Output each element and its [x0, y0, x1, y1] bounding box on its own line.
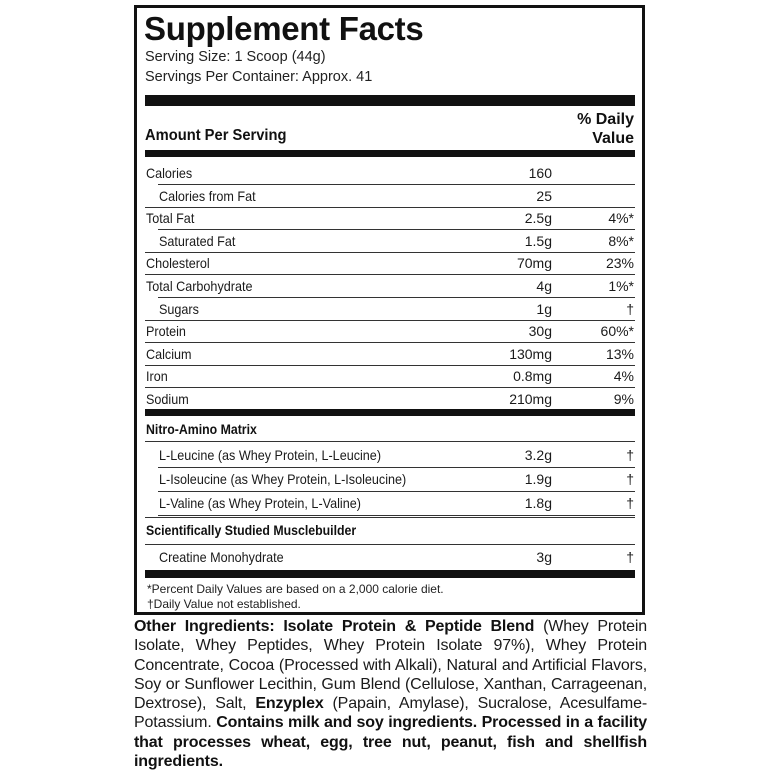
nutrient-row-3-label: Saturated Fat: [159, 233, 236, 249]
nitro-item-0-amount: 3.2g: [524, 447, 552, 463]
musclebuilder-item-0-label: Creatine Monohydrate: [159, 549, 284, 565]
percent-daily-value-footnote: *Percent Daily Values are based on a 2,000 calorie diet.: [147, 582, 444, 596]
nutrient-row-7-amount: 30g: [528, 323, 552, 339]
servings-per-container: Servings Per Container: Approx. 41: [145, 69, 373, 85]
amount-per-serving-header: Amount Per Serving: [145, 127, 287, 144]
thick-rule-top: [145, 95, 635, 106]
nitro-amino-heading: Nitro-Amino Matrix: [146, 421, 257, 437]
nutrient-divider-8: [145, 365, 635, 366]
nitro-item-1-daily-value: †: [626, 471, 634, 487]
nutrient-row-10-amount: 210mg: [509, 391, 552, 407]
nutrient-divider-7: [145, 342, 635, 343]
nutrient-row-6-label: Sugars: [159, 301, 199, 317]
nutrient-row-6-amount: 1g: [536, 301, 552, 317]
nitro-item-divider-2: [158, 515, 635, 516]
daily-value-not-established-footnote: †Daily Value not established.: [147, 597, 301, 611]
nutrient-row-0-amount: 160: [528, 165, 552, 181]
nitro-item-0-label: L-Leucine (as Whey Protein, L-Leucine): [159, 447, 382, 463]
nutrient-row-3-amount: 1.5g: [524, 233, 552, 249]
nutrient-row-4-label: Cholesterol: [146, 255, 210, 271]
nutrient-row-3-daily-value: 8%*: [608, 233, 634, 249]
enzyme-blend-name: Enzyplex: [255, 695, 324, 713]
nitro-item-1-label: L-Isoleucine (as Whey Protein, L-Isoleucine): [159, 471, 407, 487]
ingredients-text-2: (Papain, Amylase), Sucralose, Acesulfame-Potassium.: [134, 695, 648, 732]
nutrient-row-0-label: Calories: [146, 165, 193, 181]
panel-title: Supplement Facts: [144, 10, 424, 47]
nutrient-row-1-amount: 25: [536, 188, 552, 204]
nutrient-row-2-daily-value: 4%*: [608, 210, 634, 226]
nutrient-divider-2: [158, 229, 635, 230]
nutrient-divider-3: [145, 252, 635, 253]
nutrient-row-4-daily-value: 23%: [605, 255, 634, 271]
nutrient-row-2-label: Total Fat: [146, 210, 195, 226]
nitro-item-1-amount: 1.9g: [524, 471, 552, 487]
allergen-statement: Contains milk and soy ingredients. Processed in a facility that processes wheat, egg, tree nut, peanut, fish and shellfish ingredients.: [134, 714, 648, 771]
nitro-item-divider-1: [158, 491, 635, 492]
nutrient-row-2-amount: 2.5g: [524, 210, 552, 226]
musclebuilder-heading: Scientifically Studied Musclebuilder: [146, 522, 357, 538]
nutrient-divider-1: [145, 207, 635, 208]
nutrient-row-8-amount: 130mg: [509, 346, 552, 362]
musclebuilder-item-0-daily-value: †: [626, 549, 634, 565]
nitro-item-divider-0: [158, 467, 635, 468]
nutrient-row-9-amount: 0.8mg: [513, 368, 552, 384]
nutrient-row-10-daily-value: 9%: [613, 391, 634, 407]
nutrient-row-5-amount: 4g: [536, 278, 552, 294]
daily-value-header: [540, 110, 634, 148]
nutrient-divider-4: [145, 274, 635, 275]
ingredients-text-1: (Whey Protein Isolate, Whey Peptides, Whey Protein Isolate 97%), Whey Protein Concentrate, Cocoa (Processed with Alkali), Natural and Artificial Flavors, Soy or Sunflower Lecithin, Gum Blend (Cellulose, Xanthan, Carrageenan, Dextrose), Salt,: [134, 618, 648, 713]
nitro-heading-divider: [145, 441, 635, 442]
nutrient-row-4-amount: 70mg: [516, 255, 552, 271]
nutrient-row-7-daily-value: 60%*: [600, 323, 634, 339]
ingredients-label: Other Ingredients:: [134, 618, 275, 635]
medium-rule-header: [145, 150, 635, 157]
daily-value-header-line2: Value: [592, 130, 634, 147]
nutrient-row-10-label: Sodium: [146, 391, 189, 407]
nitro-item-2-label: L-Valine (as Whey Protein, L-Valine): [159, 495, 361, 511]
nutrient-row-9-daily-value: 4%: [613, 368, 634, 384]
nutrient-divider-9: [145, 387, 635, 388]
nutrient-row-6-daily-value: †: [626, 301, 634, 317]
serving-size: Serving Size: 1 Scoop (44g): [145, 49, 326, 65]
nutrient-row-8-label: Calcium: [146, 346, 192, 362]
nutrient-row-1-label: Calories from Fat: [159, 188, 256, 204]
nutrient-row-8-daily-value: 13%: [605, 346, 634, 362]
nutrient-divider-6: [145, 320, 635, 321]
musclebuilder-heading-divider: [145, 544, 635, 545]
daily-value-header-line1: % Daily: [577, 111, 634, 128]
other-ingredients: [134, 617, 647, 771]
musclebuilder-item-0-amount: 3g: [536, 549, 552, 565]
nitro-section-divider: [145, 517, 635, 518]
nitro-item-2-amount: 1.8g: [524, 495, 552, 511]
thick-rule-footnotes: [145, 570, 635, 578]
nutrient-divider-5: [158, 297, 635, 298]
nutrient-row-9-label: Iron: [146, 368, 168, 384]
nutrient-row-5-label: Total Carbohydrate: [146, 278, 253, 294]
thick-rule-after-nutrients: [145, 409, 635, 416]
nutrient-row-5-daily-value: 1%*: [608, 278, 634, 294]
nutrient-divider-0: [158, 184, 635, 185]
nutrient-row-7-label: Protein: [146, 323, 186, 339]
nitro-item-2-daily-value: †: [626, 495, 634, 511]
nitro-item-0-daily-value: †: [626, 447, 634, 463]
protein-blend-name: Isolate Protein & Peptide Blend: [283, 618, 535, 635]
